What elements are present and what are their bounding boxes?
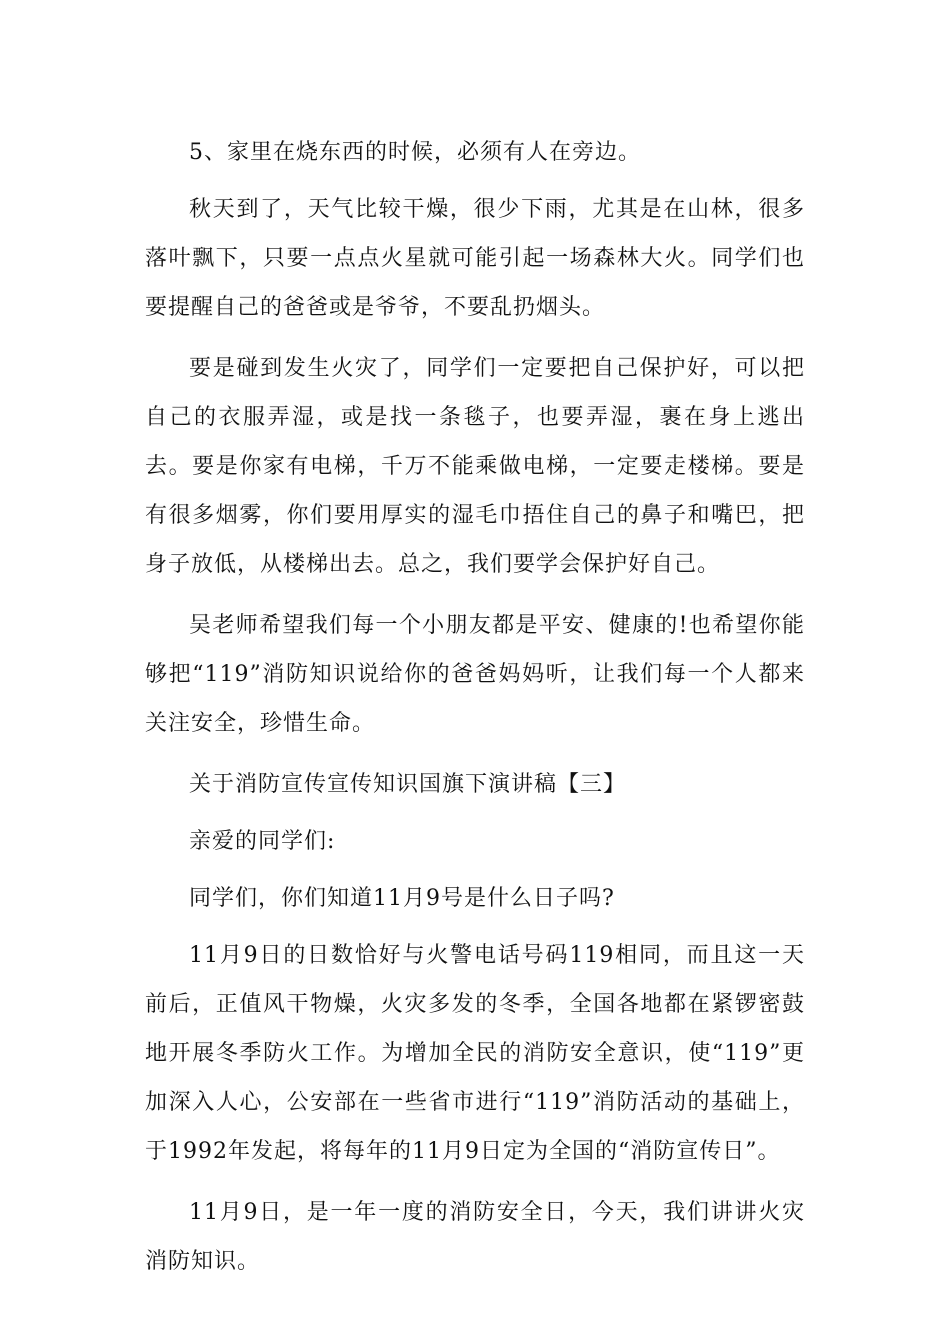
document-body: [145, 128, 805, 1298]
paragraph-fire-escape: 要是碰到发生火灾了，同学们一定要把自己保护好，可以把自己的衣服弄湿，或是找一条毯子，也要弄湿，裹在身上逃出去。要是你家有电梯，千万不能乘做电梯，一定要走楼梯。要是有很多烟雾，你们要用厚实的湿毛巾捂住自己的鼻子和嘴巴，把身子放低，从楼梯出去。总之，我们要学会保护好自己。: [145, 356, 805, 577]
paragraph-question: 同学们，你们知道11月9号是什么日子吗?: [189, 886, 615, 911]
paragraph-fire-day-origin: 11月9日的日数恰好与火警电话号码119相同，而且这一天前后，正值风干物燥，火灾多发的冬季，全国各地都在紧锣密鼓地开展冬季防火工作。为增加全民的消防安全意识，使“119”更加深入人心，公安部在一些省市进行“119”消防活动的基础上，于1992年发起，将每年的11月9日定为全国的“消防宣传日”。: [145, 943, 805, 1164]
paragraph-greeting: 亲爱的同学们:: [189, 829, 336, 854]
section-heading: 关于消防宣传宣传知识国旗下演讲稿【三】: [189, 772, 627, 797]
paragraph-safety-tip-5: 5、家里在烧东西的时候，必须有人在旁边。: [189, 140, 641, 165]
paragraph-teacher-wish: 吴老师希望我们每一个小朋友都是平安、健康的!也希望你能够把“119”消防知识说给你的爸爸妈妈听，让我们每一个人都来关注安全，珍惜生命。: [145, 613, 805, 736]
paragraph-fire-safety-day: 11月9日，是一年一度的消防安全日，今天，我们讲讲火灾消防知识。: [145, 1200, 805, 1274]
paragraph-autumn-fire-risk: 秋天到了，天气比较干燥，很少下雨，尤其是在山林，很多落叶飘下，只要一点点火星就可能引起一场森林大火。同学们也要提醒自己的爸爸或是爷爷，不要乱扔烟头。: [145, 197, 805, 320]
